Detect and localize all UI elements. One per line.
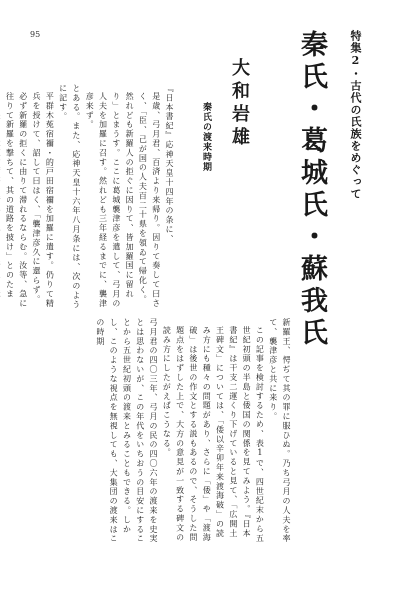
section-heading: 秦氏の渡来時期	[201, 102, 211, 172]
page-number: 95	[30, 30, 41, 39]
author-name: 大和岩雄	[229, 58, 250, 150]
quotation: 是歳、弓月君、百済より来帰り。因りて奏して曰さく、「臣、己が国の人夫百二十県を領ゐて帰化く。然れども新羅人の拒ぐに因りて、皆加羅国に留れり」とまうす。ここに葛城襲津彦を遣して、弓月の人夫を加羅に召す。然れども三年経るまでに、襲津彦来ず。	[85, 92, 161, 309]
body-text-upper	[5, 84, 176, 312]
paragraph: この記事を検討するため、表1で、四世紀末から五世紀初頭の半島と倭国の関係を見てみよう。『日本書紀』は干支二運くり下げていると見て、「広開土王碑文」については、「倭以辛卯年来渡海破」の読み方にも種々の問題があり、さらに「倭」や「渡海破」は後世の作文とする説もあるので、そうした問題点をはずした上で、大方の意見が一致する碑文の読み方にしたがえばこうなる。	[162, 326, 265, 544]
series-label: 特集2・古代の氏族をめぐって	[349, 30, 362, 200]
quotation: 平群木菟宿禰・的戸田宿禰を加羅に遣す。仍りて精兵を授けて、詔して曰はく、「襲津彦久に還らず。必ず新羅の拒くに由りて滞れるならむ。汝等、急に往りて新羅を撃ちて、其の道路を披け」とのたま	[5, 92, 55, 309]
paragraph: 弓月君の四〇三年、弓月の民の四〇六年の渡来を史実とは思わないが、この年代をいちおうの目安にすることから五世紀初頭の渡来とみることもできる。しかし、このような視点を無視しても、大集団の渡来はこの時期	[95, 318, 159, 544]
body-text-lower	[38, 318, 293, 546]
paragraph: 『日本書紀』応神天皇十四年の条に、	[165, 84, 174, 244]
quotation: 新羅王、愕ぢて其の罪に服ひぬ。乃ち弓月の人夫を率て、襲津彦と共に来り。	[268, 318, 291, 544]
paragraph: とある。また、応神天皇十六年八月条には、次のように記す。	[58, 84, 81, 310]
article-title: 秦氏・葛城氏・蘇我氏	[296, 30, 327, 350]
